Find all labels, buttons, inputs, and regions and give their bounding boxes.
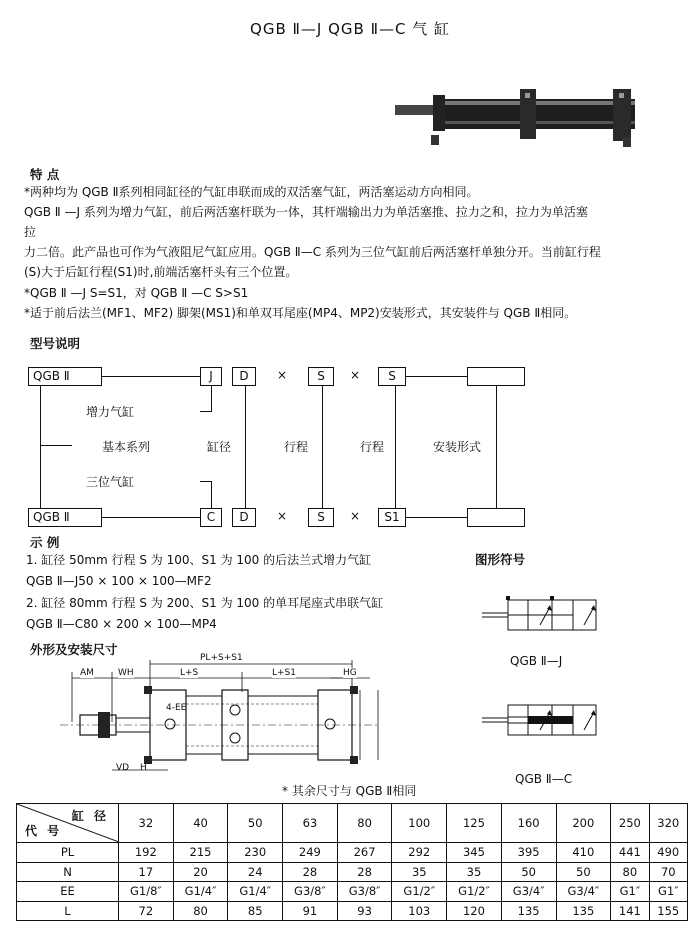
table-row [17, 901, 688, 921]
times-sign: × [350, 509, 361, 523]
example-line: QGB Ⅱ—C80 × 200 × 100—MP4 [26, 617, 217, 631]
feature-line: *两种均为 QGB Ⅱ系列相同缸径的气缸串联而成的双活塞气缸，两活塞运动方向相同。 [24, 185, 479, 199]
feature-line: *适于前后法兰(MF1、MF2) 脚架(MS1)和单双耳尾座(MP4、MP2)安装形式，其安装件与 QGB Ⅱ相同。 [24, 306, 577, 320]
table-cell: 24 [228, 862, 283, 882]
feature-line: QGB Ⅱ —J 系列为增力气缸，前后两活塞杆联为一体，其杆端输出力为单活塞推、拉力之和，拉力为单活塞 [24, 205, 588, 219]
feature-line: (S)大于后缸行程(S1)时,前端活塞杆头有三个位置。 [24, 265, 298, 279]
table-row [17, 843, 688, 863]
bore-header: 32 [119, 804, 174, 843]
table-row [17, 862, 688, 882]
code-box-s: S [308, 367, 334, 386]
feature-line: *QGB Ⅱ —J S=S1，对 QGB Ⅱ —C S>S1 [24, 286, 249, 300]
series-box-bottom: QGB Ⅱ [28, 508, 102, 527]
bore-header: 125 [447, 804, 502, 843]
row-code: N [17, 862, 119, 882]
table-cell: 20 [173, 862, 228, 882]
mount-box-top [467, 367, 525, 386]
row-code: EE [17, 882, 119, 902]
dim-label-vd: VD [116, 763, 130, 773]
table-cell: 70 [649, 862, 687, 882]
table-cell: 345 [447, 843, 502, 863]
table-cell: G1/2″ [392, 882, 447, 902]
bore-header: 80 [337, 804, 392, 843]
bore-header: 50 [228, 804, 283, 843]
code-box-s1: S1 [378, 508, 406, 527]
table-cell: 441 [611, 843, 649, 863]
table-cell: 80 [173, 901, 228, 921]
table-cell: 35 [392, 862, 447, 882]
features-heading: 特 点 [30, 167, 60, 182]
bore-header: 320 [649, 804, 687, 843]
table-cell: 50 [501, 862, 556, 882]
table-cell: 192 [119, 843, 174, 863]
table-cell: G3/4″ [556, 882, 611, 902]
code-box-j: J [200, 367, 222, 386]
table-cell: 72 [119, 901, 174, 921]
table-cell: 155 [649, 901, 687, 921]
table-cell: 249 [283, 843, 338, 863]
dim-label-wh: WH [118, 668, 134, 678]
label-bore: 缸径 [207, 440, 232, 454]
spec-table [16, 803, 688, 921]
table-cell: 120 [447, 901, 502, 921]
times-sign: × [277, 368, 288, 382]
table-cell: 410 [556, 843, 611, 863]
bore-header: 250 [611, 804, 649, 843]
table-cell: 292 [392, 843, 447, 863]
table-cell: 50 [556, 862, 611, 882]
dim-label-am: AM [80, 668, 94, 678]
page-title: QGB Ⅱ—J QGB Ⅱ—C 气 缸 [250, 20, 450, 38]
table-cell: 85 [228, 901, 283, 921]
mount-box-bottom [467, 508, 525, 527]
code-box-c: C [200, 508, 222, 527]
table-cell: 395 [501, 843, 556, 863]
table-cell: 103 [392, 901, 447, 921]
code-box-s: S [378, 367, 406, 386]
table-cell: 267 [337, 843, 392, 863]
symbol-c [478, 700, 608, 740]
table-cell: 490 [649, 843, 687, 863]
table-cell: G1″ [649, 882, 687, 902]
feature-line: 拉 [24, 225, 37, 239]
dim-label-ee: 4-EE [166, 703, 187, 713]
table-cell: 35 [447, 862, 502, 882]
symbol-c-label: QGB Ⅱ—C [515, 772, 573, 786]
dim-label-hg: HG [343, 668, 357, 678]
examples-heading: 示 例 [30, 535, 60, 550]
table-cell: 17 [119, 862, 174, 882]
table-header-row [17, 804, 688, 843]
example-line: QGB Ⅱ—J50 × 100 × 100—MF2 [26, 574, 212, 588]
table-cell: 28 [283, 862, 338, 882]
bore-header: 40 [173, 804, 228, 843]
table-cell: 135 [556, 901, 611, 921]
table-cell: G1″ [611, 882, 649, 902]
bore-header: 160 [501, 804, 556, 843]
dim-label-h: H [140, 763, 147, 773]
corner-code-label: 代 号 [25, 824, 63, 838]
table-row [17, 882, 688, 902]
symbols-heading: 图形符号 [475, 552, 526, 567]
cylinder-photo [395, 85, 645, 155]
code-box-s: S [308, 508, 334, 527]
table-corner [17, 804, 119, 843]
table-cell: G3/8″ [283, 882, 338, 902]
dim-label-ls1: L+S1 [272, 668, 296, 678]
bore-header: 200 [556, 804, 611, 843]
table-cell: G1/2″ [447, 882, 502, 902]
table-cell: 93 [337, 901, 392, 921]
dimensions-heading: 外形及安装尺寸 [30, 642, 118, 657]
example-line: 2. 缸径 80mm 行程 S 为 200、S1 为 100 的单耳尾座式串联气缸 [26, 596, 384, 610]
table-cell: 141 [611, 901, 649, 921]
table-cell: 230 [228, 843, 283, 863]
table-cell: 80 [611, 862, 649, 882]
label-mount: 安装形式 [433, 440, 482, 454]
dim-label-ls: L+S [180, 668, 199, 678]
row-code: L [17, 901, 119, 921]
table-cell: G1/4″ [228, 882, 283, 902]
model-heading: 型号说明 [30, 336, 81, 351]
table-cell: G3/8″ [337, 882, 392, 902]
feature-line: 力二倍。此产品也可作为气液阻尼气缸应用。QGB Ⅱ—C 系列为三位气缸前后两活塞杆单独分开。当前缸行程 [24, 245, 601, 259]
symbol-j [478, 595, 608, 635]
corner-bore-label: 缸 径 [71, 809, 109, 823]
dim-label-pl: PL+S+S1 [200, 653, 243, 663]
code-box-d: D [232, 508, 256, 527]
times-sign: × [277, 509, 288, 523]
bore-header: 100 [392, 804, 447, 843]
row-code: PL [17, 843, 119, 863]
bore-header: 63 [283, 804, 338, 843]
code-box-d: D [232, 367, 256, 386]
table-cell: G1/4″ [173, 882, 228, 902]
table-cell: 91 [283, 901, 338, 921]
dimensions-note: * 其余尺寸与 QGB Ⅱ相同 [282, 784, 417, 798]
example-line: 1. 缸径 50mm 行程 S 为 100、S1 为 100 的后法兰式增力气缸 [26, 553, 372, 567]
label-three-position: 三位气缸 [86, 475, 135, 489]
label-boost: 增力气缸 [86, 405, 135, 419]
table-cell: 135 [501, 901, 556, 921]
times-sign: × [350, 368, 361, 382]
table-cell: G3/4″ [501, 882, 556, 902]
label-basic: 基本系列 [102, 440, 151, 454]
table-cell: 28 [337, 862, 392, 882]
series-box-top: QGB Ⅱ [28, 367, 102, 386]
label-stroke: 行程 [360, 440, 385, 454]
table-cell: 215 [173, 843, 228, 863]
table-cell: G1/8″ [119, 882, 174, 902]
symbol-j-label: QGB Ⅱ—J [510, 654, 563, 668]
label-stroke: 行程 [284, 440, 309, 454]
